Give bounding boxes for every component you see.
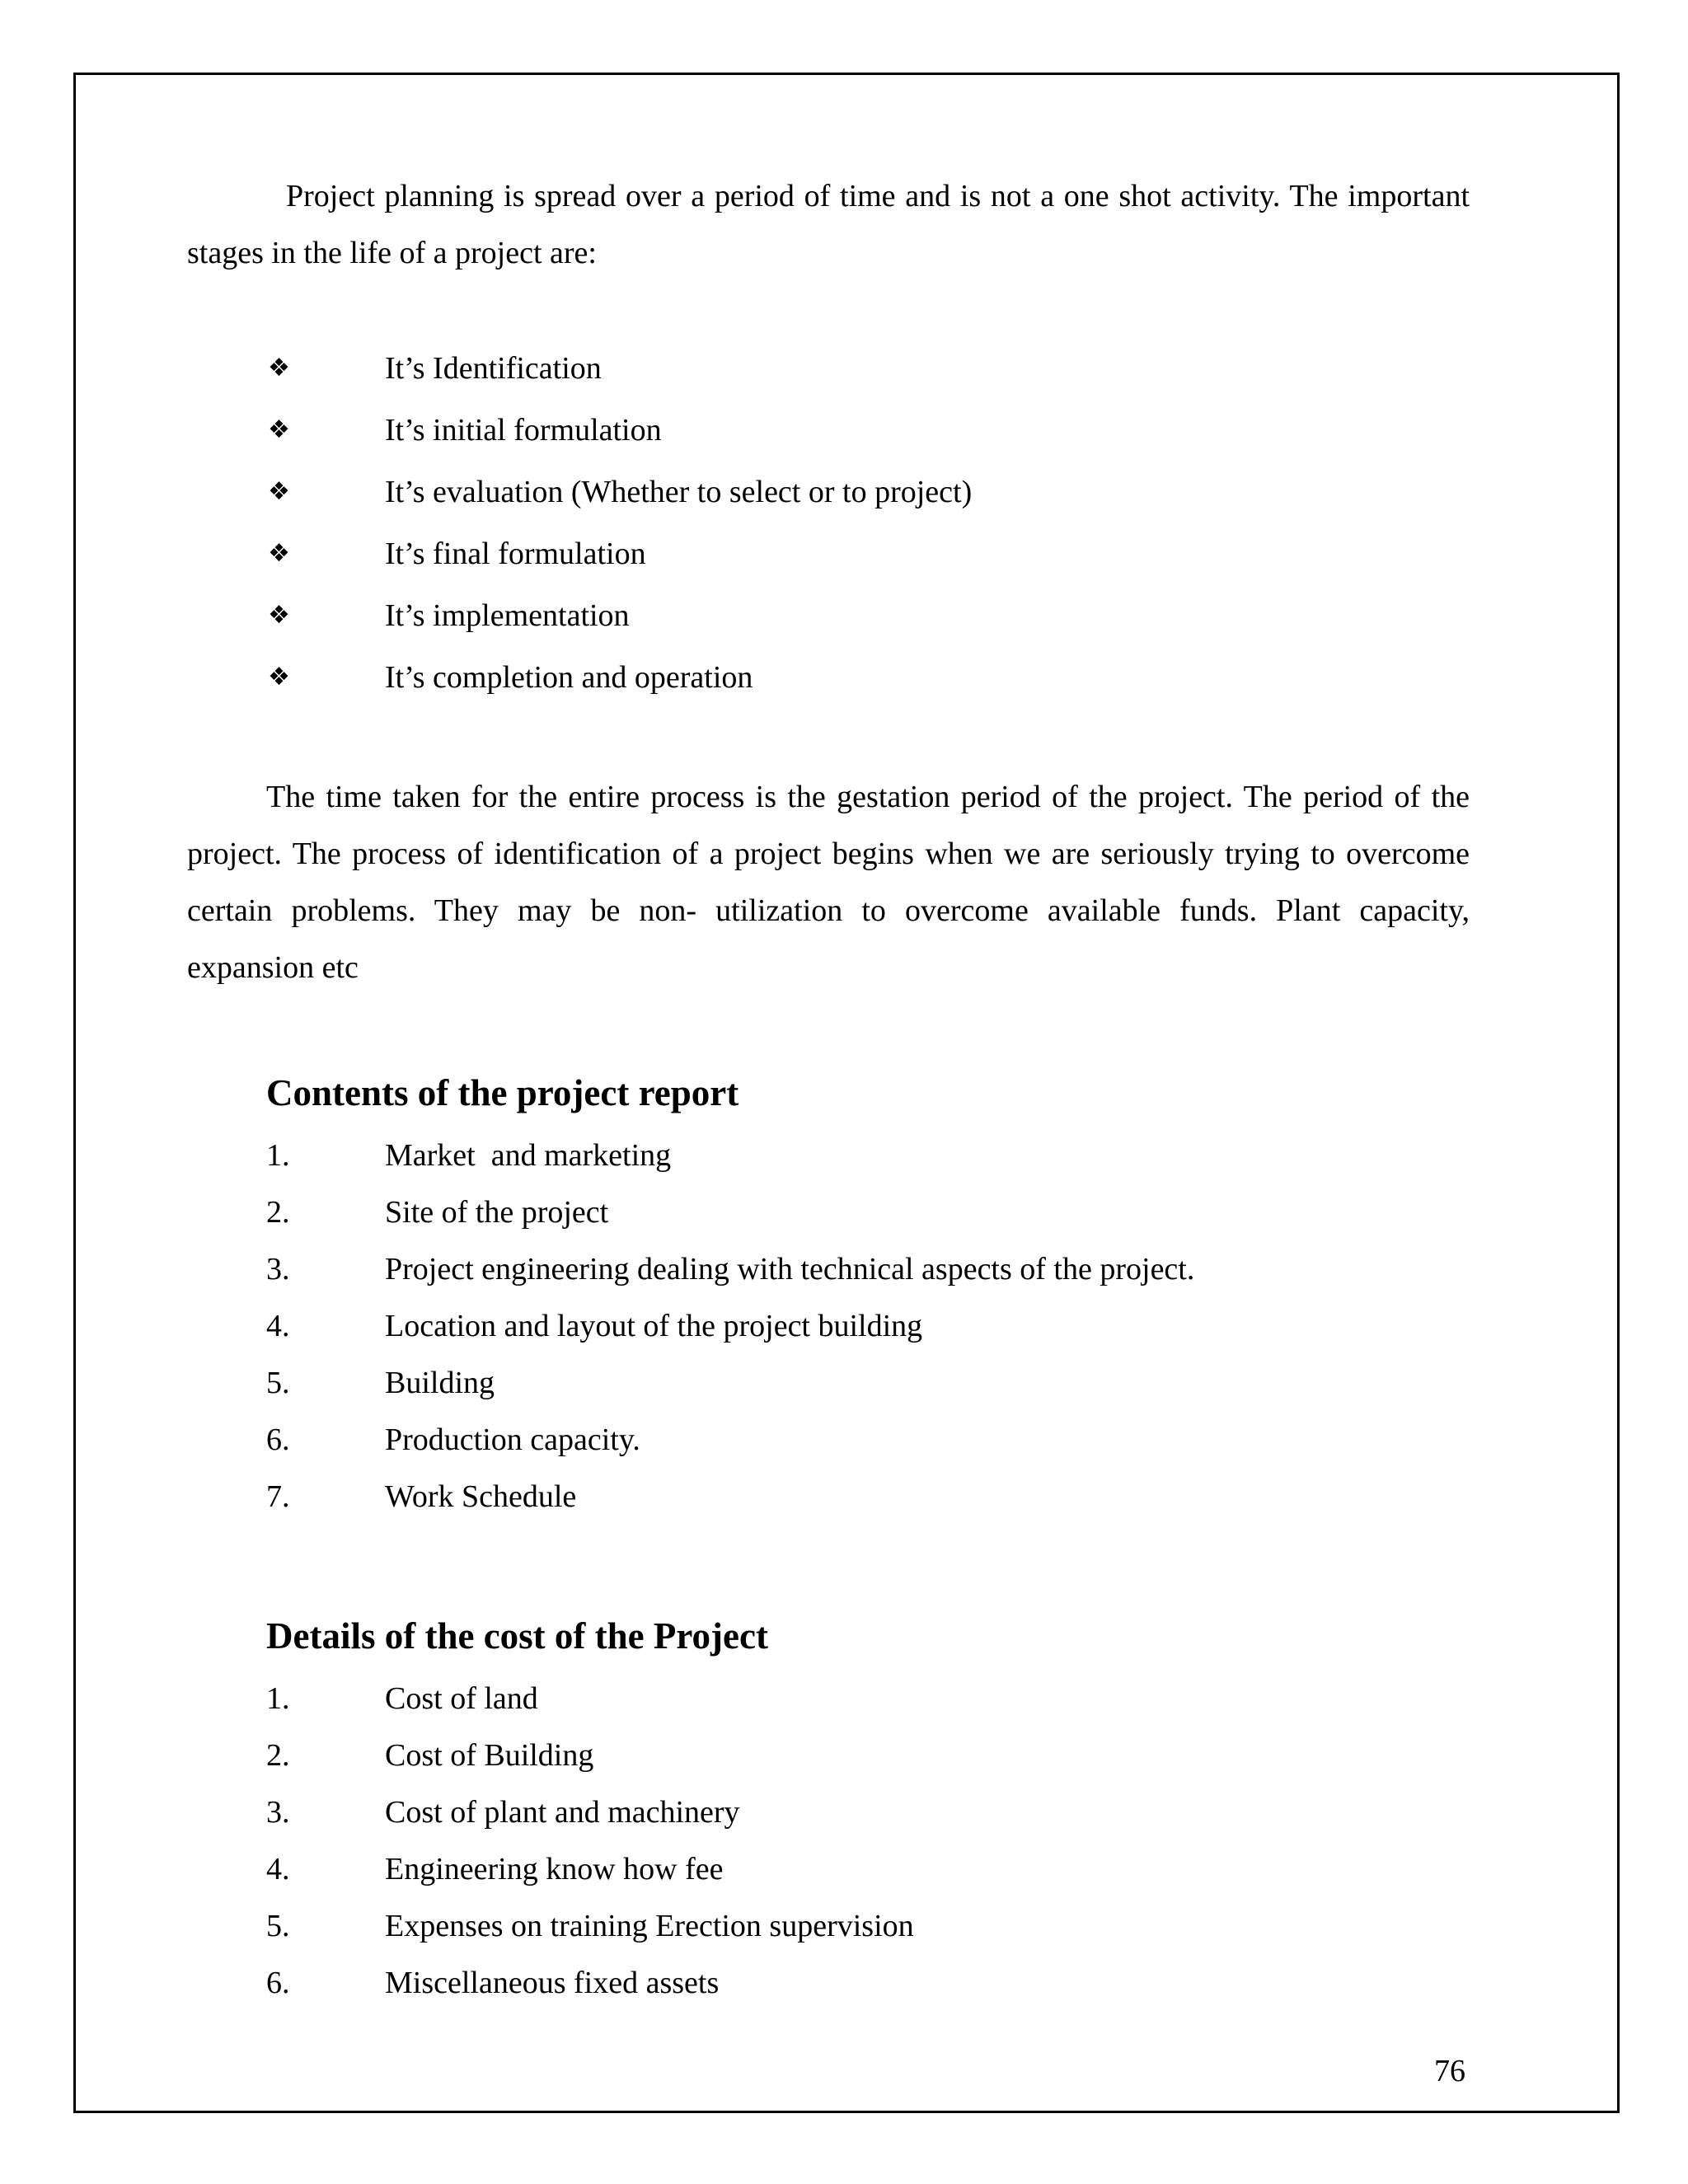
stage-item-label: It’s Identification <box>385 351 602 386</box>
diamond-bullet-icon: ❖ <box>268 663 290 691</box>
intro-paragraph: Project planning is spread over a period of time and is not a one shot activity. The important stages in the life of a project are: <box>187 179 1470 270</box>
item-text: Site of the project <box>385 1195 609 1230</box>
item-text: Market and marketing <box>385 1138 672 1173</box>
item-number: 2. <box>266 1195 290 1230</box>
item-text: Cost of plant and machinery <box>385 1795 740 1830</box>
stage-item-label: It’s final formulation <box>385 537 646 571</box>
diamond-bullet-icon: ❖ <box>268 415 290 444</box>
item-number: 7. <box>266 1479 290 1514</box>
stage-item-label: It’s completion and operation <box>385 660 753 695</box>
item-text: Expenses on training Erection supervision <box>385 1909 914 1943</box>
item-number: 1. <box>266 1138 290 1173</box>
diamond-bullet-icon: ❖ <box>268 539 290 568</box>
contents-heading: Contents of the project report <box>266 1072 739 1113</box>
item-text: Project engineering dealing with technical aspects of the project. <box>385 1252 1195 1286</box>
item-text: Building <box>385 1366 495 1400</box>
cost-heading: Details of the cost of the Project <box>266 1615 768 1657</box>
page-number: 76 <box>1434 2054 1465 2088</box>
item-text: Production capacity. <box>385 1422 640 1457</box>
item-text: Work Schedule <box>385 1479 577 1514</box>
item-number: 2. <box>266 1738 290 1773</box>
diamond-bullet-icon: ❖ <box>268 477 290 506</box>
gestation-paragraph: The time taken for the entire process is the gestation period of the project. The period of the project. The process of identification of a project begins when we are seriously trying to overcome certain problems. They may be non- utilization to overcome available funds. Plant capacity, expansion etc <box>187 780 1470 985</box>
item-number: 6. <box>266 1966 290 2000</box>
item-number: 3. <box>266 1252 290 1286</box>
item-text: Cost of Building <box>385 1738 594 1773</box>
diamond-bullet-icon: ❖ <box>268 354 290 382</box>
item-number: 5. <box>266 1909 290 1943</box>
diamond-bullet-icon: ❖ <box>268 601 290 630</box>
item-text: Engineering know how fee <box>385 1852 724 1886</box>
item-text: Location and layout of the project building <box>385 1309 923 1343</box>
item-text: Cost of land <box>385 1681 538 1716</box>
item-number: 5. <box>266 1366 290 1400</box>
stage-item-label: It’s evaluation (Whether to select or to project) <box>385 475 973 509</box>
item-number: 4. <box>266 1852 290 1886</box>
stage-item-label: It’s initial formulation <box>385 413 662 448</box>
item-number: 4. <box>266 1309 290 1343</box>
item-text: Miscellaneous fixed assets <box>385 1966 720 2000</box>
item-number: 1. <box>266 1681 290 1716</box>
stage-item-label: It’s implementation <box>385 598 630 633</box>
item-number: 3. <box>266 1795 290 1830</box>
item-number: 6. <box>266 1422 290 1457</box>
